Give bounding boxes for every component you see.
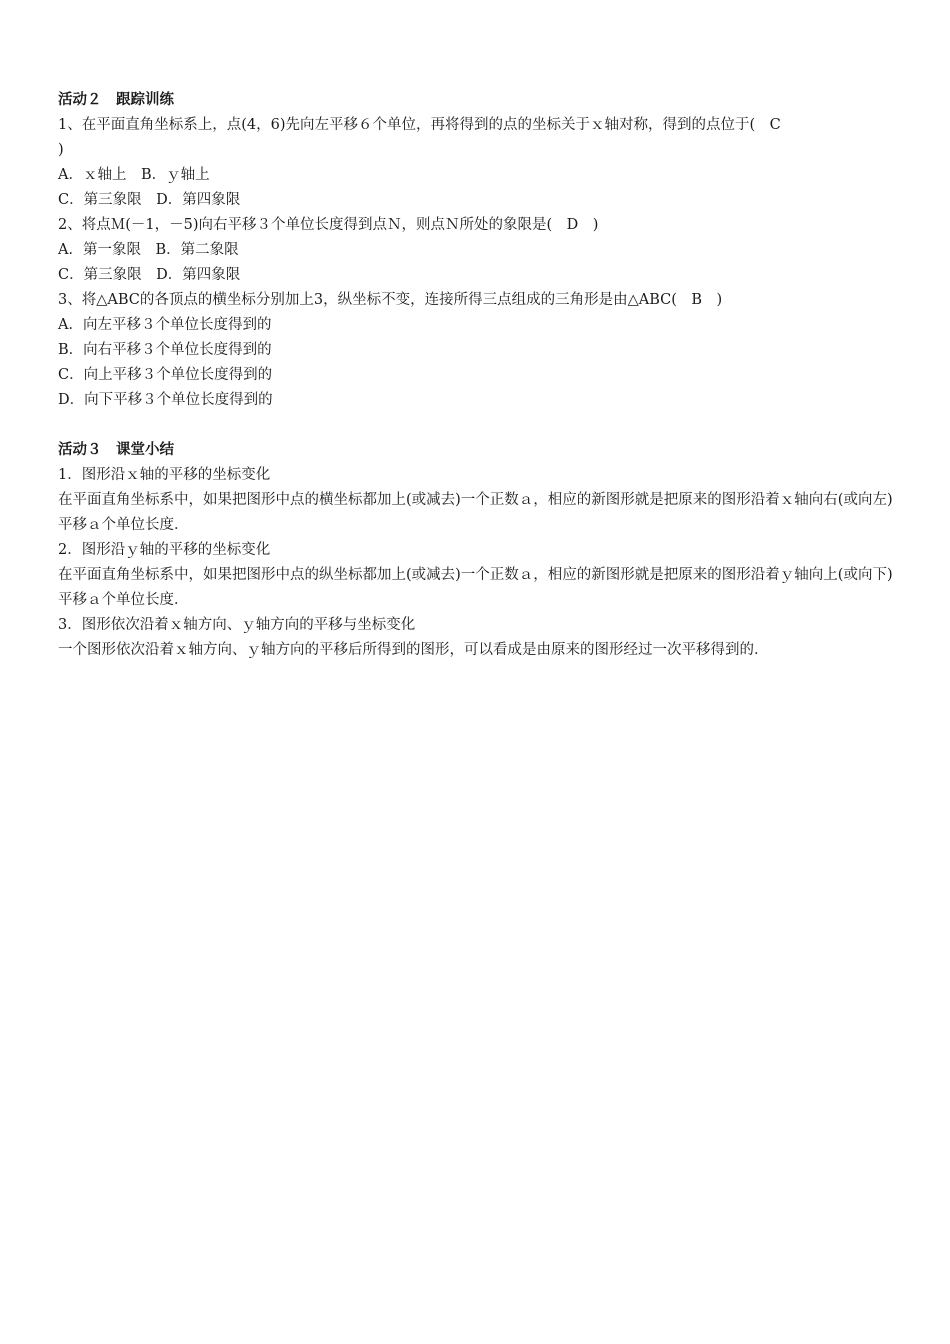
question3-option-c: C．向上平移３个单位长度得到的 xyxy=(58,367,273,383)
summary-item-2-heading: 2．图形沿ｙ轴的平移的坐标变化 xyxy=(58,542,271,558)
summary-item-1-body: 在平面直角坐标系中，如果把图形中点的横坐标都加上(或减去)一个正数ａ，相应的新图形就是把原来的图形沿着ｘ轴向右(或向左)平移ａ个单位长度． xyxy=(58,492,893,533)
activity3-title: 活动３ 课堂小结 xyxy=(58,442,174,458)
question2-stem: 2、将点Ｍ(－1，－5)向右平移３个单位长度得到点Ｎ，则点Ｎ所处的象限是( D ) xyxy=(58,217,599,233)
question1-option-ab: A．ｘ轴上 B．ｙ轴上 xyxy=(58,167,210,183)
question1-stem: 1、在平面直角坐标系上，点(4，6)先向左平移６个单位，再将得到的点的坐标关于ｘ轴对称，得到的点位于( C xyxy=(58,117,781,133)
question1-stem-tail: ) xyxy=(58,142,64,158)
summary-item-1-heading: 1．图形沿ｘ轴的平移的坐标变化 xyxy=(58,467,271,483)
question3-option-d: D．向下平移３个单位长度得到的 xyxy=(58,392,273,408)
document-page xyxy=(58,88,898,663)
question2-option-ab: A．第一象限 B．第二象限 xyxy=(58,242,239,258)
summary-item-3-heading: 3．图形依次沿着ｘ轴方向、ｙ轴方向的平移与坐标变化 xyxy=(58,617,416,633)
section-spacer xyxy=(58,413,898,438)
question2-option-cd: C．第三象限 D．第四象限 xyxy=(58,267,241,283)
question3-option-b: B．向右平移３个单位长度得到的 xyxy=(58,342,272,358)
activity2-title: 活动２ 跟踪训练 xyxy=(58,92,174,108)
summary-item-3-body: 一个图形依次沿着ｘ轴方向、ｙ轴方向的平移后所得到的图形，可以看成是由原来的图形经过一次平移得到的． xyxy=(58,642,769,658)
question1-option-cd: C．第三象限 D．第四象限 xyxy=(58,192,241,208)
question3-option-a: A．向左平移３个单位长度得到的 xyxy=(58,317,272,333)
summary-item-2-body: 在平面直角坐标系中，如果把图形中点的纵坐标都加上(或减去)一个正数ａ，相应的新图形就是把原来的图形沿着ｙ轴向上(或向下)平移ａ个单位长度． xyxy=(58,567,893,608)
question3-stem: 3、将△ABC的各顶点的横坐标分别加上3，纵坐标不变，连接所得三点组成的三角形是由△ABC( B ) xyxy=(58,292,723,308)
